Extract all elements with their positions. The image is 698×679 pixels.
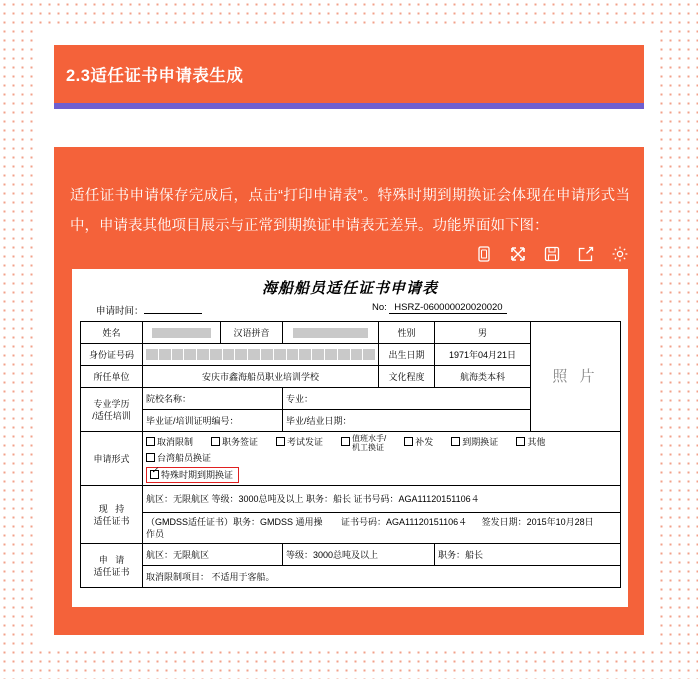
option-expiry-renew[interactable]: 到期换证 <box>451 437 507 447</box>
table-row <box>81 486 621 513</box>
option-reissue[interactable]: 补发 <box>404 437 442 447</box>
remove-limit-row: 取消限制项目： 不适用于客船。 <box>143 566 621 588</box>
option-other[interactable]: 其他 <box>516 437 554 447</box>
copy-icon[interactable] <box>474 244 494 264</box>
form-sheet <box>72 269 628 607</box>
option-special-period-renew-label: 特殊时期到期换证 <box>161 470 234 480</box>
apply-cert-level: 等级：3000总吨及以上 <box>283 544 435 566</box>
content-panel <box>54 147 644 635</box>
table-row <box>81 513 621 544</box>
form-meta-row <box>72 302 628 318</box>
save-icon[interactable] <box>542 244 562 264</box>
gender-label: 性别 <box>379 322 435 344</box>
form-title: 海船船员适任证书申请表 <box>261 281 438 297</box>
form-no-value: HSRZ-060000020020020 <box>389 302 507 314</box>
option-duty-visa[interactable]: 职务签证 <box>211 437 267 447</box>
photo-placeholder: 照 片 <box>531 322 621 432</box>
birth-label: 出生日期 <box>379 344 435 366</box>
apply-time-value <box>144 302 202 314</box>
birth-value: 1971年04月21日 <box>435 344 531 366</box>
apply-cert-duty: 职务：船长 <box>435 544 621 566</box>
gender-value: 男 <box>435 322 531 344</box>
apply-time-field <box>96 302 202 317</box>
held-cert-gmdss-line2: 作员 <box>146 529 165 539</box>
table-row <box>81 432 621 486</box>
education-value: 航海类本科 <box>435 366 531 388</box>
major-label: 专业学历 /适任培训 <box>81 388 143 432</box>
apply-time-label: 申请时间： <box>96 306 144 317</box>
held-cert-gmdss-line1: （GMDSS适任证书）职务：GMDSS 通用操 <box>146 517 323 527</box>
held-cert-gmdss-date: 签发日期：2015年10月28日 <box>481 517 594 527</box>
unit-label: 所任单位 <box>81 366 143 388</box>
table-row <box>81 544 621 566</box>
apply-type-options[interactable] <box>143 432 621 486</box>
form-no-field <box>372 302 507 314</box>
held-cert-label: 现 持 适任证书 <box>81 486 143 544</box>
cert-no-field: 毕业证/培训证明编号： <box>143 410 283 432</box>
title-underline <box>54 103 644 109</box>
option-exam-issue[interactable]: 考试发证 <box>276 437 332 447</box>
application-form-table <box>80 321 621 588</box>
option-special-period-renew-highlight[interactable] <box>146 467 239 483</box>
option-taiwan-crew[interactable]: 台湾船员换证 <box>146 453 220 463</box>
form-no-label: No: <box>372 302 387 313</box>
school-name-field: 院校名称： <box>143 388 283 410</box>
apply-cert-label: 申 请 适任证书 <box>81 544 143 588</box>
pinyin-label: 汉语拼音 <box>221 322 283 344</box>
id-label: 身份证号码 <box>81 344 143 366</box>
grad-date-field: 毕业/结业日期： <box>283 410 531 432</box>
held-cert-row-1: 航区：无限航区 等级：3000总吨及以上 职务：船长 证书号码：AGA11120151106４ <box>143 486 621 513</box>
body-paragraph: 适任证书申请保存完成后，点击“打印申请表”。特殊时期到期换证会体现在申请形式当中，申请表其他项目展示与正常到期换证申请表无差异。功能界面如下图： <box>70 188 630 234</box>
image-toolbar[interactable] <box>474 244 630 264</box>
option-cancel-limit[interactable]: 取消限制 <box>146 437 202 447</box>
held-cert-gmdss-no: 证书号码：AGA11120151106４ <box>341 517 468 527</box>
table-row <box>81 566 621 588</box>
fullscreen-icon[interactable] <box>508 244 528 264</box>
id-value <box>143 344 379 366</box>
section-title-band <box>54 45 644 103</box>
name-value <box>143 322 221 344</box>
pinyin-value <box>283 322 379 344</box>
apply-cert-area: 航区：无限航区 <box>143 544 283 566</box>
name-label: 姓名 <box>81 322 143 344</box>
unit-value: 安庆市鑫海船员职业培训学校 <box>143 366 379 388</box>
education-label: 文化程度 <box>379 366 435 388</box>
export-icon[interactable] <box>576 244 596 264</box>
option-watch-sailor[interactable]: 值班水手/ 机工换证 <box>341 437 395 447</box>
apply-type-label: 申请形式 <box>81 432 143 486</box>
settings-icon[interactable] <box>610 244 630 264</box>
held-cert-row-2 <box>143 513 621 544</box>
page-title: 2.3适任证书申请表生成 <box>66 67 244 85</box>
major-name-field: 专业： <box>283 388 531 410</box>
checkbox-special-period-renew[interactable] <box>150 470 159 479</box>
apply-option-list[interactable] <box>146 434 617 464</box>
table-row <box>81 322 621 344</box>
